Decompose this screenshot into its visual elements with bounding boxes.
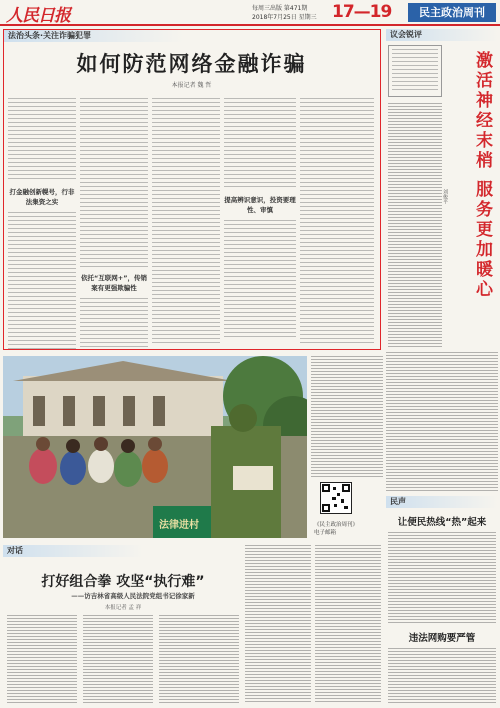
qr-caption-2: 电子邮箱: [314, 530, 337, 536]
page-range: 17—19: [332, 2, 392, 22]
photo-banner-text: 法律进村: [159, 520, 199, 531]
lead-subhead-3: 提高辨识意识，投资要理性、审慎: [224, 196, 296, 214]
feature-column-2: [83, 615, 153, 703]
lead-article-frame: [3, 29, 381, 350]
feature-column-4: [245, 545, 311, 703]
feature-column-1: [7, 615, 77, 703]
photo-image: [3, 356, 307, 538]
section-rule-of-law-bar: 法治头条·关注诈骗犯罪: [4, 30, 184, 42]
people-article-2-title: 违法网购要严管: [408, 633, 476, 644]
interview-section: [3, 545, 383, 705]
section-interview-bar: 对话: [3, 545, 143, 557]
qr-code-icon: [321, 483, 351, 513]
feature-article-title: 打好组合拳 攻坚“执行难”: [41, 574, 205, 590]
newspaper-logo: 人民日报: [6, 6, 70, 26]
section-banner: 民主政治周刊: [408, 3, 496, 22]
issue-info: 每周三出版 第471期: [252, 5, 308, 12]
sidebar: [386, 29, 498, 350]
sidebar-author: 刘俊平: [442, 189, 448, 204]
lead-column-5: [300, 98, 374, 346]
sidebar-note-box: [388, 45, 442, 97]
people-article-2-text: [388, 648, 496, 704]
lead-column-1: [8, 98, 76, 346]
news-photo: [3, 356, 307, 538]
sidebar-text-1: [388, 103, 442, 347]
people-article-1-text: [388, 532, 496, 624]
text-block: [300, 98, 374, 346]
lead-article-byline: 本报记者 魏 哲: [171, 82, 212, 89]
lead-subhead-1: 打金融创新幌号，行非法集资之实: [9, 188, 75, 206]
issue-date: 2018年7月25日 星期三: [252, 14, 317, 21]
lead-article-title: 如何防范网络金融诈骗: [76, 52, 307, 76]
feature-column-5: [315, 545, 381, 703]
sidebar-quote-title: 激活神经末梢 服务更加暖心: [472, 51, 492, 300]
lead-subhead-2: 依托“互联网+”，传销案有更强欺骗性: [81, 274, 147, 292]
qr-code: [320, 482, 352, 514]
feature-article-subtitle: ——访吉林省高级人民法院党组书记徐家新: [71, 592, 195, 600]
section-people-bar: 民声: [386, 496, 498, 508]
masthead: [0, 0, 500, 26]
note-text: [392, 49, 438, 93]
lead-column-4: [224, 98, 296, 346]
lead-column-3: [152, 98, 220, 346]
text-block: [80, 98, 148, 268]
lead-column-2: [80, 98, 148, 346]
text-block: [80, 298, 148, 348]
people-article-1-title: 让便民热线“热”起来: [397, 517, 487, 528]
feature-article-byline: 本报记者 孟 祥: [104, 605, 142, 611]
sidebar-continued-text: [386, 352, 498, 492]
people-voice-section: [386, 496, 498, 706]
text-block: [8, 98, 76, 182]
text-block: [152, 98, 220, 346]
sidebar-section-bar: 议会锐评: [386, 29, 498, 41]
feature-column-3: [159, 615, 239, 703]
text-block: [8, 212, 76, 352]
text-block: [224, 220, 296, 340]
qr-caption-1: 《民主政治周刊》: [314, 522, 359, 528]
photo-caption-text: [311, 356, 383, 478]
text-block: [224, 98, 296, 190]
